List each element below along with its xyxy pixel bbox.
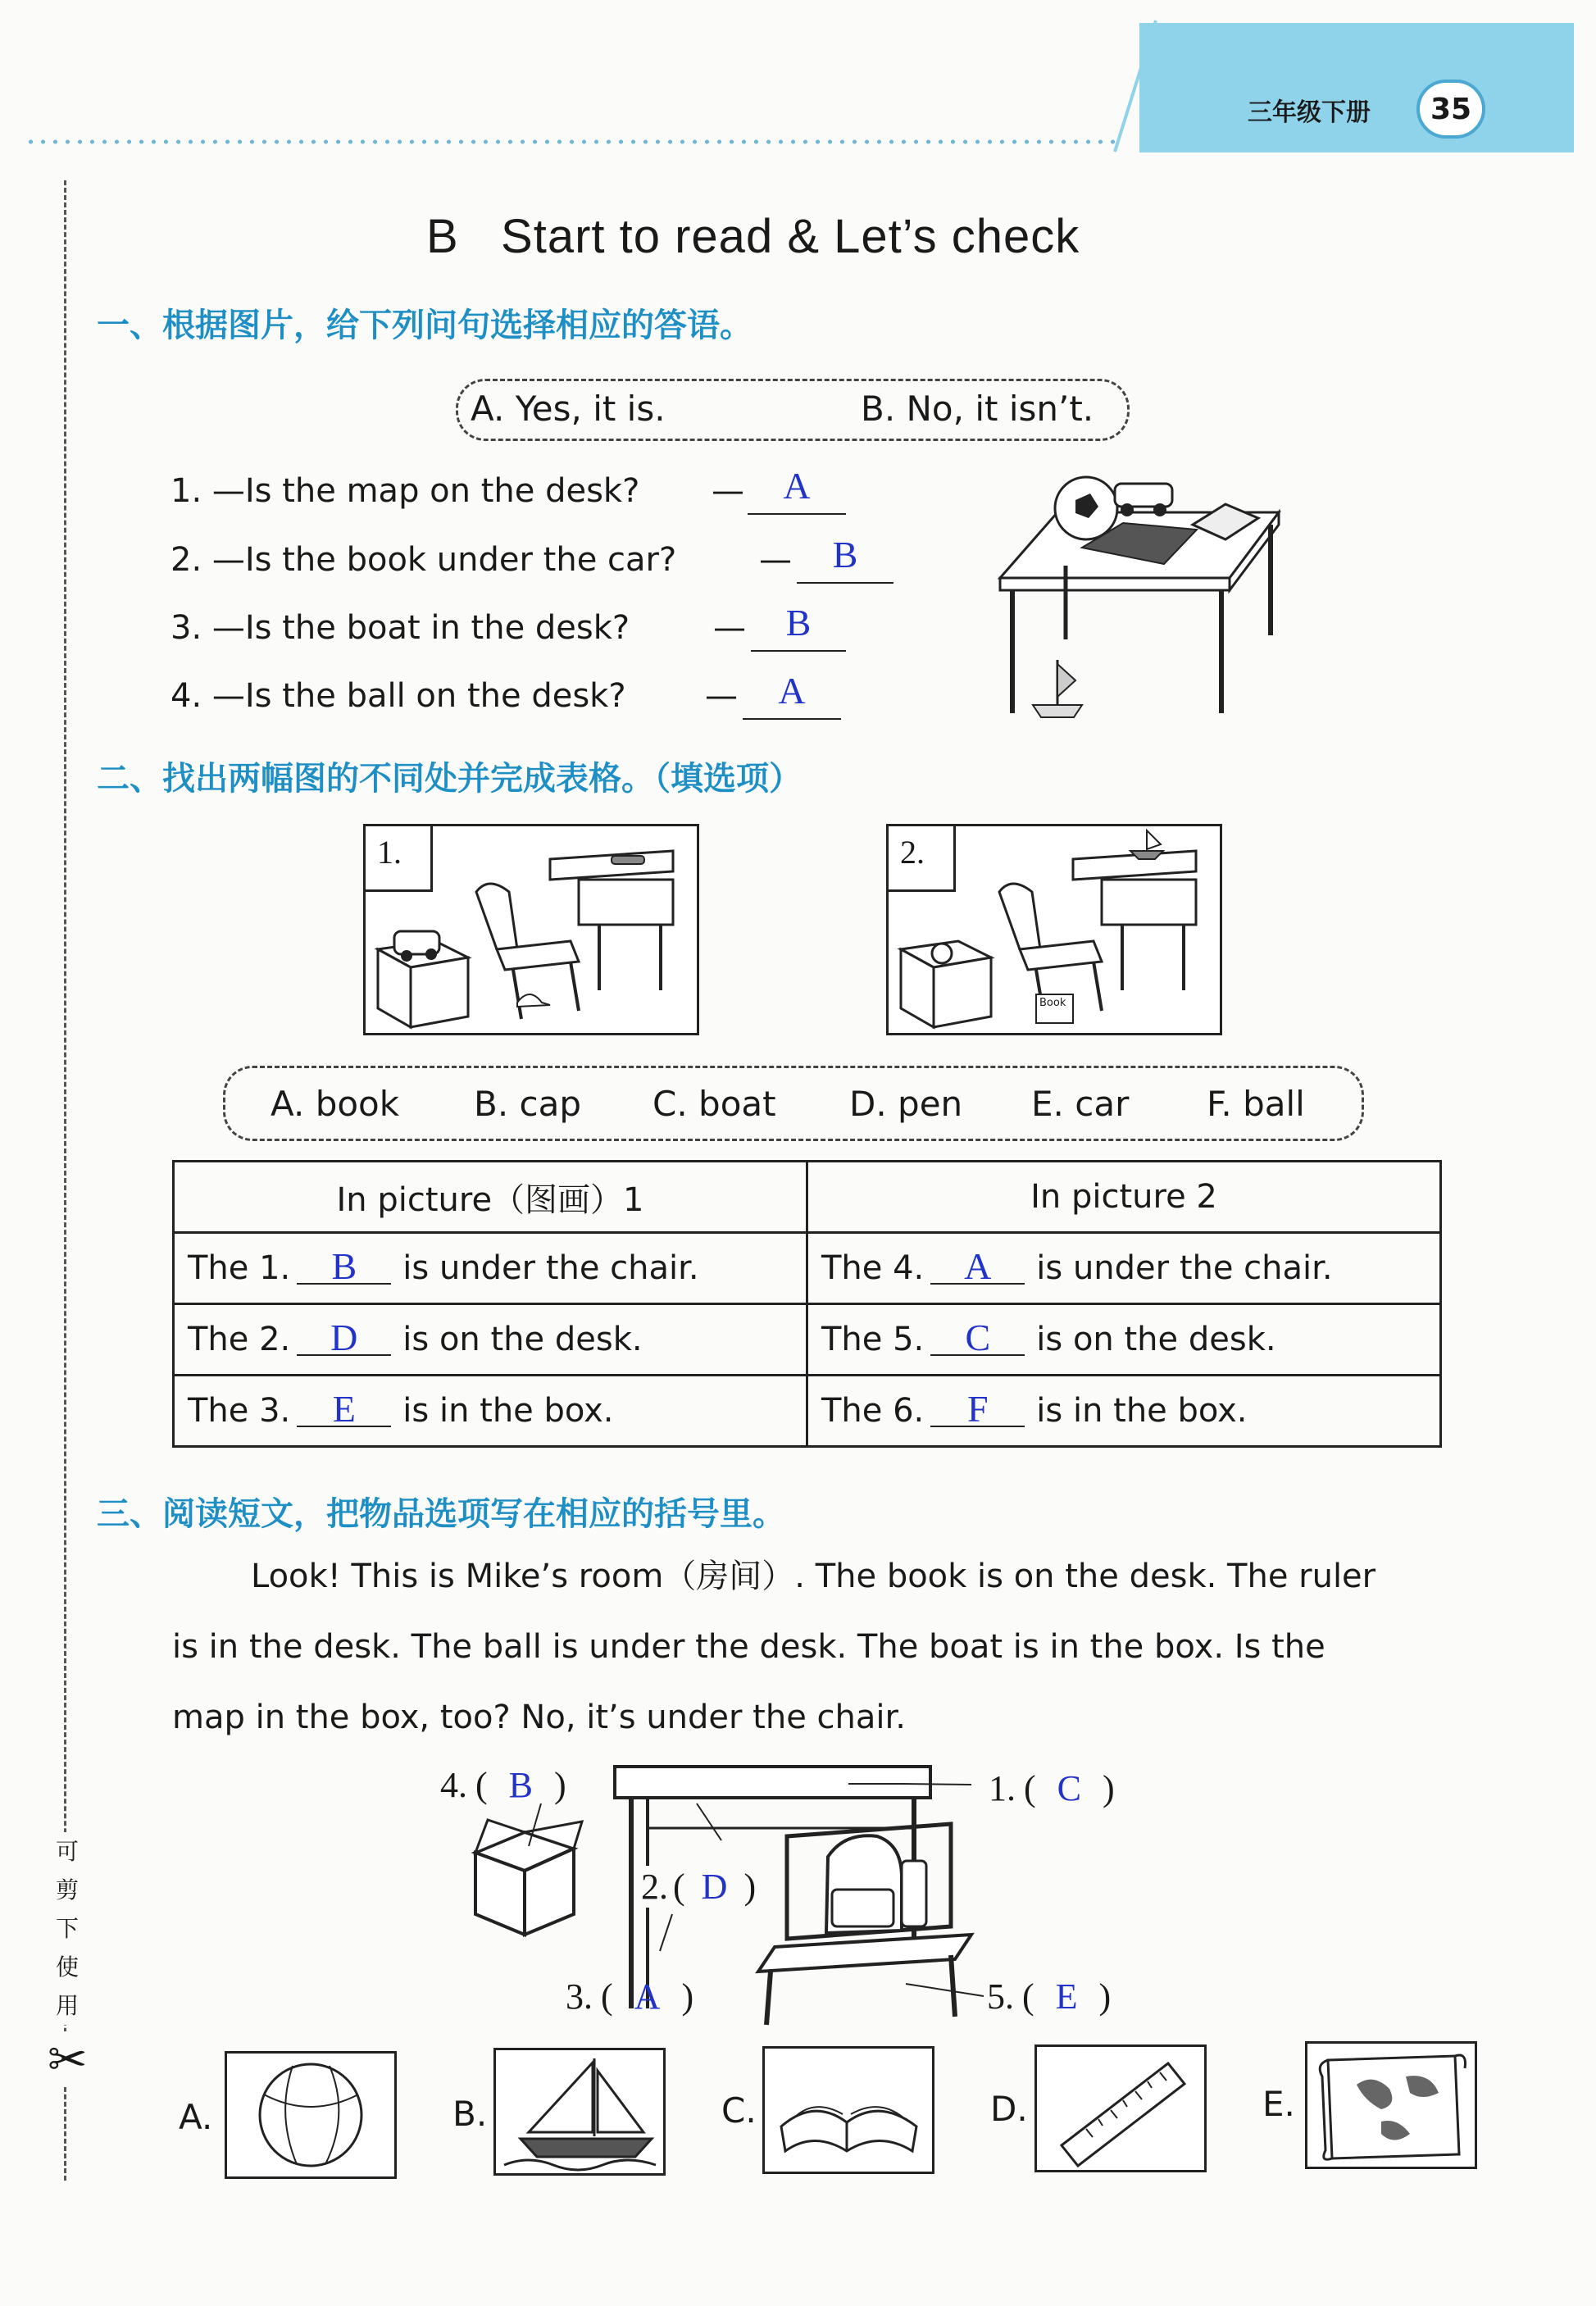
table-header-1: In picture（图画）1 — [174, 1162, 807, 1233]
picture-1-label: 1. — [366, 826, 433, 892]
page-title: B Start to read & Let’s check — [426, 210, 1080, 263]
table-row — [174, 1376, 1441, 1447]
map-icon — [1307, 2044, 1475, 2167]
answer-line — [748, 513, 846, 515]
option-car: E. car — [1031, 1084, 1130, 1124]
option-letter-c: C. — [721, 2090, 757, 2131]
table-row — [174, 1233, 1441, 1304]
differences-table — [172, 1160, 1442, 1448]
passage-line-3: map in the box, too? No, it’s under the chair. — [172, 1699, 906, 1736]
table-header-2: In picture 2 — [807, 1162, 1441, 1233]
table-answer: C — [930, 1321, 1025, 1356]
table-row — [174, 1304, 1441, 1376]
label-answer: E — [1055, 1976, 1078, 2017]
book-label: Book — [1039, 997, 1066, 1009]
question-2: 2. —Is the book under the car? — [171, 541, 677, 579]
label-open: ( — [475, 1765, 488, 1805]
room-label-1 — [989, 1767, 1115, 1809]
section1-heading: 一、根据图片，给下列问句选择相应的答语。 — [97, 307, 753, 344]
label-close: ) — [681, 1976, 694, 2017]
label-close: ) — [1098, 1976, 1112, 2017]
grade-label: 三年级下册 — [1248, 98, 1371, 127]
answer-2: B — [832, 534, 858, 575]
label-number: 5. — [987, 1976, 1014, 2017]
cell-suffix: is in the box. — [402, 1392, 614, 1430]
cell-prefix: The 2. — [188, 1321, 291, 1358]
cell-suffix: is on the desk. — [1036, 1321, 1276, 1358]
label-number: 4. — [440, 1765, 467, 1805]
picture-1 — [363, 824, 699, 1035]
option-a: A. Yes, it is. — [471, 389, 666, 429]
table-answer: E — [297, 1393, 391, 1427]
label-number: 2. — [641, 1867, 668, 1907]
header-slash — [1111, 16, 1160, 156]
table-cell — [807, 1376, 1441, 1447]
answer-3: B — [785, 602, 812, 644]
table-answer: D — [297, 1321, 391, 1356]
header-band — [1139, 23, 1574, 152]
ball-icon — [227, 2054, 394, 2176]
label-open: ( — [1022, 1976, 1034, 2017]
label-close: ) — [743, 1867, 757, 1907]
cut-char: 使 — [55, 1954, 79, 1981]
question-dash: — — [713, 609, 746, 647]
option-pen: D. pen — [849, 1084, 963, 1124]
option-book: A. book — [271, 1084, 400, 1124]
room-label-2 — [641, 1866, 756, 1908]
picture-1-drawing — [366, 826, 697, 1033]
table-answer: B — [297, 1250, 391, 1285]
section2-heading: 二、找出两幅图的不同处并完成表格。（填选项） — [97, 760, 802, 798]
cut-char: 用 — [55, 1992, 79, 2019]
option-ball: F. ball — [1207, 1084, 1305, 1124]
desk-scene-illustration — [984, 467, 1295, 738]
cell-prefix: The 1. — [188, 1249, 291, 1287]
question-3: 3. —Is the boat in the desk? — [171, 609, 630, 647]
question-1: 1. —Is the map on the desk? — [171, 472, 640, 510]
cell-suffix: is on the desk. — [402, 1321, 643, 1358]
table-cell — [174, 1304, 807, 1376]
option-letter-d: D. — [990, 2089, 1028, 2129]
table-cell — [807, 1304, 1441, 1376]
label-open: ( — [1024, 1768, 1036, 1808]
page-number: 35 — [1416, 80, 1485, 139]
cell-suffix: is under the chair. — [402, 1249, 699, 1287]
answer-1: A — [783, 465, 811, 507]
label-open: ( — [673, 1867, 685, 1907]
cell-suffix: is under the chair. — [1036, 1249, 1333, 1287]
room-label-3 — [566, 1976, 693, 2017]
question-dash: — — [712, 472, 744, 510]
header-dotted-line — [25, 138, 1115, 146]
label-number: 3. — [566, 1976, 593, 2017]
label-answer: C — [1057, 1768, 1082, 1808]
answer-line — [751, 650, 846, 652]
option-image-book — [762, 2046, 934, 2174]
label-answer: D — [701, 1867, 728, 1907]
label-answer: B — [508, 1765, 534, 1805]
table-cell — [174, 1233, 807, 1304]
cut-text — [51, 1832, 84, 2025]
scissors-icon: ✂ — [48, 2031, 88, 2087]
passage-line-1: Look! This is Mike’s room（房间）. The book is on the desk. The ruler — [251, 1558, 1376, 1595]
table-cell — [174, 1376, 807, 1447]
answer-line — [743, 718, 841, 720]
option-b: B. No, it isn’t. — [861, 389, 1094, 429]
option-boat: C. boat — [652, 1084, 776, 1124]
option-letter-a: A. — [179, 2097, 213, 2137]
label-close: ) — [1103, 1768, 1115, 1808]
question-dash: — — [705, 677, 738, 715]
cell-prefix: The 6. — [821, 1392, 925, 1430]
answer-4: A — [778, 670, 806, 712]
table-cell — [807, 1233, 1441, 1304]
option-image-ruler — [1034, 2044, 1207, 2172]
book-icon — [765, 2049, 932, 2172]
cell-prefix: The 4. — [821, 1249, 925, 1287]
table-answer: A — [930, 1250, 1025, 1285]
label-answer: A — [634, 1976, 661, 2017]
passage-line-2: is in the desk. The ball is under the desk. The boat is in the box. Is the — [172, 1628, 1325, 1666]
question-4: 4. —Is the ball on the desk? — [171, 677, 626, 715]
ruler-icon — [1037, 2047, 1204, 2170]
cut-char: 下 — [55, 1915, 79, 1942]
cell-prefix: The 3. — [188, 1392, 291, 1430]
option-image-boat — [493, 2048, 666, 2176]
option-image-ball — [225, 2051, 397, 2179]
cut-char: 可 — [55, 1838, 79, 1865]
question-dash: — — [759, 541, 792, 579]
section3-heading: 三、阅读短文，把物品选项写在相应的括号里。 — [97, 1495, 785, 1533]
option-cap: B. cap — [474, 1084, 582, 1124]
cut-char: 剪 — [55, 1876, 79, 1903]
picture-2-label: 2. — [889, 826, 956, 892]
option-letter-b: B. — [452, 2094, 488, 2134]
cell-prefix: The 5. — [821, 1321, 925, 1358]
room-label-5 — [987, 1976, 1111, 2017]
label-open: ( — [601, 1976, 613, 2017]
boat-icon — [496, 2050, 663, 2173]
picture-2 — [886, 824, 1222, 1035]
cell-suffix: is in the box. — [1036, 1392, 1248, 1430]
option-letter-e: E. — [1262, 2084, 1295, 2124]
answer-line — [797, 582, 893, 584]
room-label-4 — [440, 1764, 566, 1806]
label-number: 1. — [989, 1768, 1016, 1808]
table-answer: F — [930, 1393, 1025, 1427]
label-close: ) — [554, 1765, 566, 1805]
option-image-map — [1305, 2041, 1477, 2169]
